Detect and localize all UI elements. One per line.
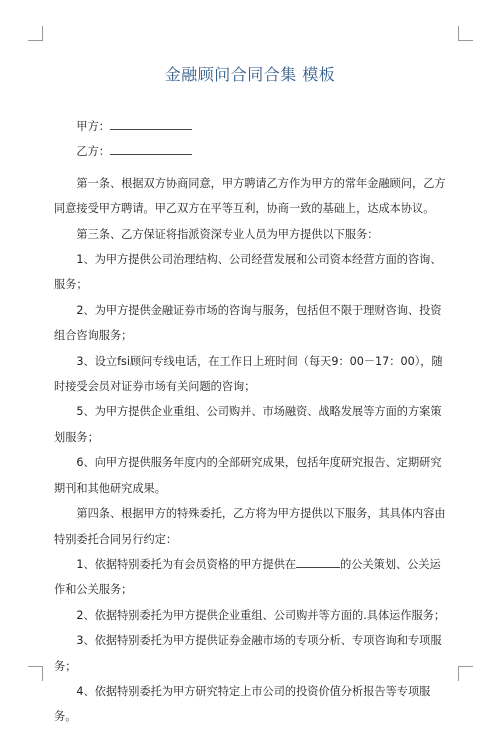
clause-4-item-1-blank xyxy=(296,556,340,568)
party-a-label: 甲方： xyxy=(76,120,110,133)
corner-mark-top-right xyxy=(458,26,473,41)
clause-4-item-1 xyxy=(54,552,446,603)
clause-3-item-1: 1、为甲方提供公司治理结构、公司经营发展和公司资本经营方面的咨询、服务； xyxy=(54,253,442,292)
clause-3-item-2: 2、为甲方提供金融证券市场的咨询与服务，包括但不限于理财咨询、投资组合咨询服务； xyxy=(54,303,442,343)
corner-mark-bottom-left xyxy=(28,666,43,681)
document-title: 金融顾问合同合集 模板 xyxy=(164,65,336,84)
clause-3-item-6: 6、向甲方提供服务年度内的全部研究成果，包括年度研究报告、定期研究期刊和其他研究成果。 xyxy=(54,456,442,495)
clause-4-item-4: 4、依据特别委托为甲方研究特定上市公司的投资价值分析报告等专项服务。 xyxy=(54,684,431,724)
party-a-line xyxy=(54,114,446,139)
clause-4-item-1-text-b: 的公关策划、公关运作和公关服务； xyxy=(54,557,441,597)
document-body xyxy=(54,114,446,730)
clause-4-item-1-text-a: 1、依据特别委托为有会员资格的甲方提供在 xyxy=(76,557,297,571)
clause-3-item-5: 5、为甲方提供企业重组、公司购并、市场融资、战略发展等方面的方案策划服务； xyxy=(54,405,442,444)
party-b-line xyxy=(54,139,446,164)
clause-4-item-2: 2、依据特别委托为甲方提供企业重组、公司购并等方面的.具体运作服务； xyxy=(76,608,446,622)
corner-mark-top-left xyxy=(28,26,43,41)
clause-article-3: 第三条、乙方保证将指派资深专业人员为甲方提供以下服务： xyxy=(76,227,379,241)
clause-article-1: 第一条、根据双方协商同意，甲方聘请乙方作为甲方的常年金融顾问，乙方同意接受甲方聘请。甲乙双方在平等互利，协商一致的基础上，达成本协议。 xyxy=(54,176,446,216)
party-b-blank xyxy=(110,142,192,155)
party-b-label: 乙方： xyxy=(76,145,110,159)
party-a-blank xyxy=(110,117,192,130)
clause-3-item-3: 3、设立fsi顾问专线电话，在工作日上班时间（每天9：00－17：00），随时接受会员对证券市场有关问题的咨询； xyxy=(54,354,443,394)
clause-4-item-3: 3、依据特别委托为甲方提供证券金融市场的专项分析、专项咨询和专项服务； xyxy=(54,634,442,673)
corner-mark-bottom-right xyxy=(458,666,473,681)
clause-article-4: 第四条、根据甲方的特殊委托，乙方将为甲方提供以下服务，其具体内容由特别委托合同另行约定： xyxy=(54,507,446,546)
